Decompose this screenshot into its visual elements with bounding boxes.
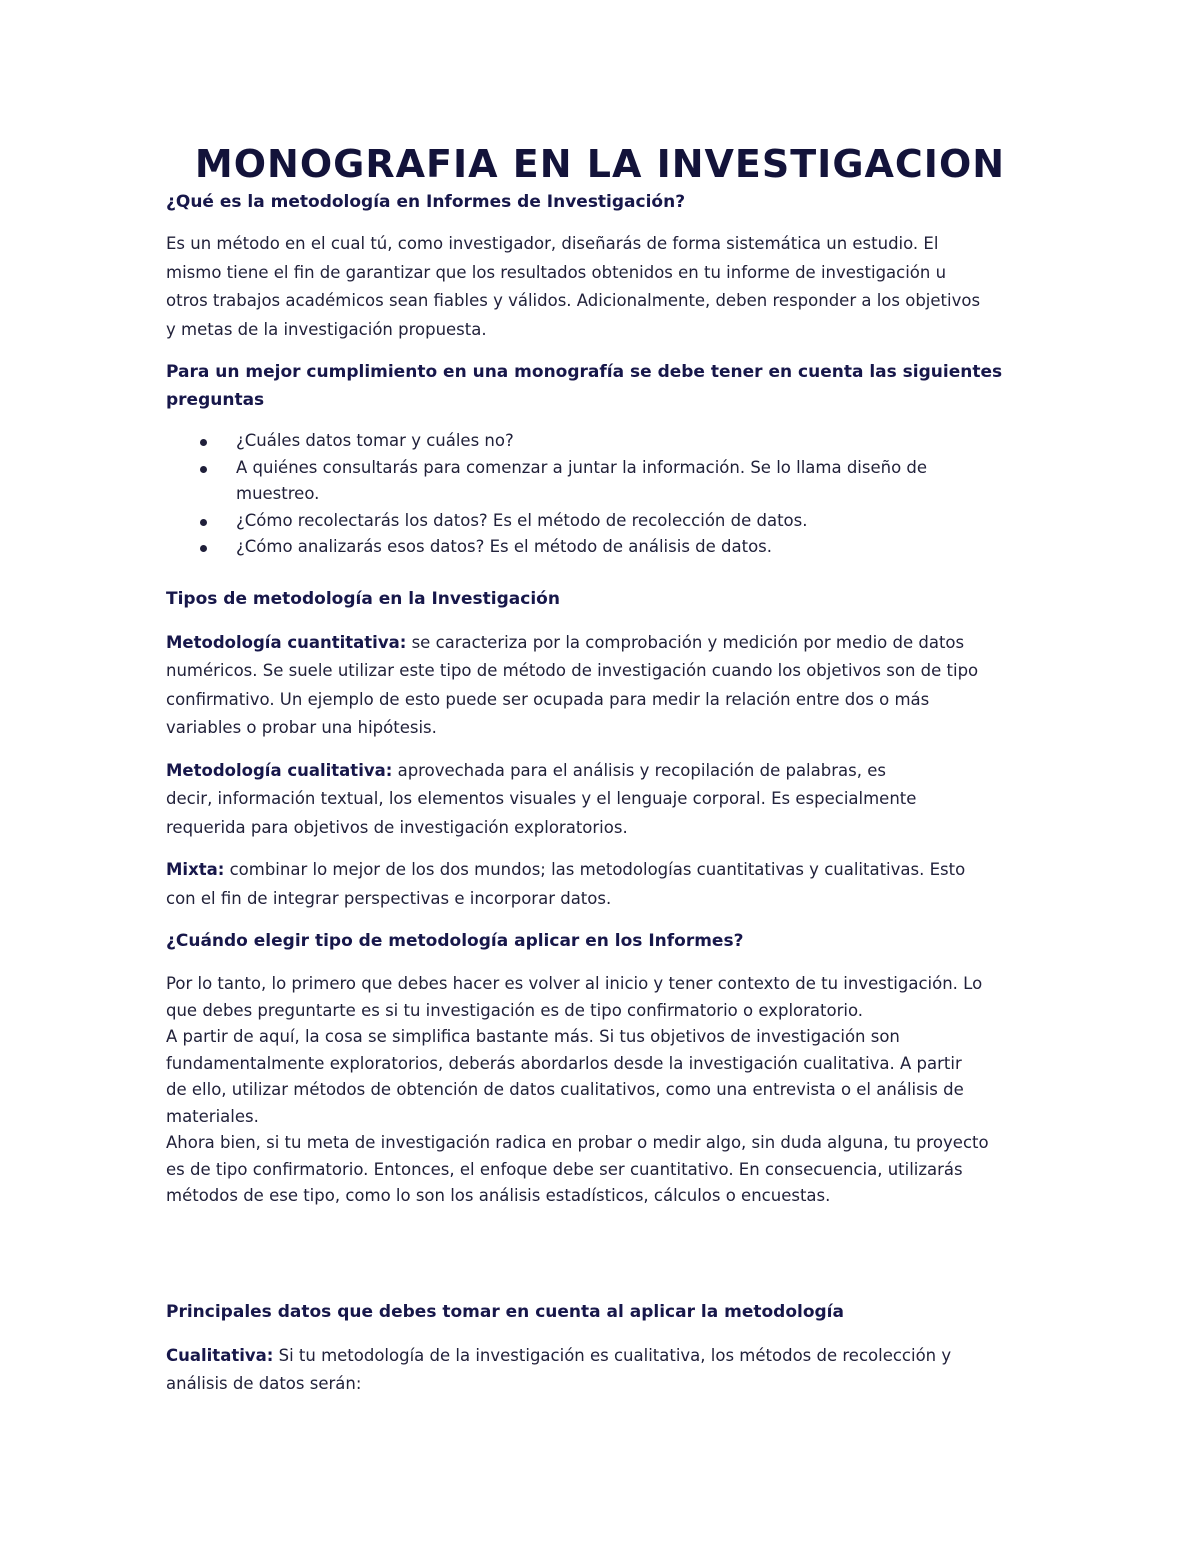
text-fragment: aprovechada para el análisis y recopilación de palabras, es <box>392 760 886 780</box>
heading-principales-datos: Principales datos que debes tomar en cuenta al aplicar la metodología <box>166 1301 844 1322</box>
text-line: confirmativo. Un ejemplo de esto puede ser ocupada para medir la relación entre dos o más <box>166 689 930 709</box>
text-line: ¿Cómo analizarás esos datos? Es el método de análisis de datos. <box>236 537 773 556</box>
text-line: que debes preguntarte es si tu investigación es de tipo confirmatorio o exploratorio. <box>166 1000 864 1020</box>
text-line: preguntas <box>166 390 265 410</box>
text-line: otros trabajos académicos sean fiables y válidos. Adicionalmente, deben responder a los objetivos <box>166 291 981 310</box>
text-line: muestreo. <box>236 484 320 503</box>
text-line: métodos de ese tipo, como lo son los análisis estadísticos, cálculos o encuestas. <box>166 1186 831 1205</box>
paragraph-cuantitativa <box>166 629 1034 743</box>
text-line: ¿Cuáles datos tomar y cuáles no? <box>236 431 514 450</box>
text-line <box>166 1342 1034 1371</box>
paragraph-cualitativa <box>166 757 1034 843</box>
heading-cumplimiento-monografia <box>166 358 1034 414</box>
heading-que-es-metodologia: ¿Qué es la metodología en Informes de Investigación? <box>166 192 686 212</box>
heading-cuando-elegir: ¿Cuándo elegir tipo de metodología aplicar en los Informes? <box>166 931 744 951</box>
text-line: es de tipo confirmatorio. Entonces, el enfoque debe ser cuantitativo. En consecuencia, utilizarás <box>166 1159 963 1179</box>
paragraph-cualitativa-datos <box>166 1342 1034 1399</box>
term-cuantitativa: Metodología cuantitativa: <box>166 632 407 652</box>
paragraph-cuando-elegir <box>166 971 1034 1210</box>
bullet-icon <box>200 466 207 473</box>
text-line: mismo tiene el fin de garantizar que los resultados obtenidos en tu informe de investigación u <box>166 262 947 282</box>
term-cualitativa-datos: Cualitativa: <box>166 1345 274 1365</box>
bullet-icon <box>200 519 207 526</box>
text-line <box>166 856 1034 885</box>
text-line: fundamentalmente exploratorios, deberás abordarlos desde la investigación cualitativa. A partir <box>166 1053 962 1073</box>
list-item <box>236 534 1034 561</box>
document-title: MONOGRAFIA EN LA INVESTIGACION <box>194 142 1006 186</box>
list-item <box>236 508 1034 535</box>
text-fragment: se caracteriza por la comprobación y medición por medio de datos <box>406 632 965 652</box>
text-line: A quiénes consultarás para comenzar a juntar la información. Se lo llama diseño de <box>236 457 928 477</box>
text-line: decir, información textual, los elementos visuales y el lenguaje corporal. Es especialmente <box>166 789 917 808</box>
bullet-icon <box>200 439 207 446</box>
paragraph-mixta <box>166 856 1034 913</box>
text-line: Para un mejor cumplimiento en una monografía se debe tener en cuenta las siguientes <box>166 362 1003 382</box>
text-line: con el fin de integrar perspectivas e incorporar datos. <box>166 888 612 908</box>
text-line: análisis de datos serán: <box>166 1374 362 1393</box>
text-line: Por lo tanto, lo primero que debes hacer es volver al inicio y tener contexto de tu investigación. Lo <box>166 974 983 993</box>
text-line: variables o probar una hipótesis. <box>166 718 437 737</box>
text-fragment: Si tu metodología de la investigación es cualitativa, los métodos de recolección y <box>273 1345 952 1365</box>
text-line: ¿Cómo recolectarás los datos? Es el método de recolección de datos. <box>236 510 808 530</box>
term-mixta: Mixta: <box>166 860 225 879</box>
text-line: Es un método en el cual tú, como investigador, diseñarás de forma sistemática un estudio. El <box>166 234 939 253</box>
list-item <box>236 428 1034 455</box>
text-line: Ahora bien, si tu meta de investigación radica en probar o medir algo, sin duda alguna, tu proyecto <box>166 1133 989 1152</box>
heading-tipos-metodologia: Tipos de metodología en la Investigación <box>166 588 560 609</box>
text-line: y metas de la investigación propuesta. <box>166 319 487 339</box>
text-line <box>166 757 1034 786</box>
questions-list <box>166 428 1034 561</box>
text-line: A partir de aquí, la cosa se simplifica bastante más. Si tus objetivos de investigación son <box>166 1027 900 1046</box>
bullet-icon <box>200 545 207 552</box>
paragraph-definicion <box>166 230 1034 344</box>
text-fragment: combinar lo mejor de los dos mundos; las metodologías cuantitativas y cualitativas. Esto <box>224 860 966 879</box>
term-cualitativa: Metodología cualitativa: <box>166 760 393 780</box>
text-line: requerida para objetivos de investigación exploratorios. <box>166 817 628 837</box>
text-line: materiales. <box>166 1106 259 1126</box>
text-line: de ello, utilizar métodos de obtención de datos cualitativos, como una entrevista o el análisis de <box>166 1080 964 1099</box>
list-item <box>236 455 1034 508</box>
text-line <box>166 629 1034 658</box>
text-line: numéricos. Se suele utilizar este tipo de método de investigación cuando los objetivos son de tipo <box>166 661 979 680</box>
